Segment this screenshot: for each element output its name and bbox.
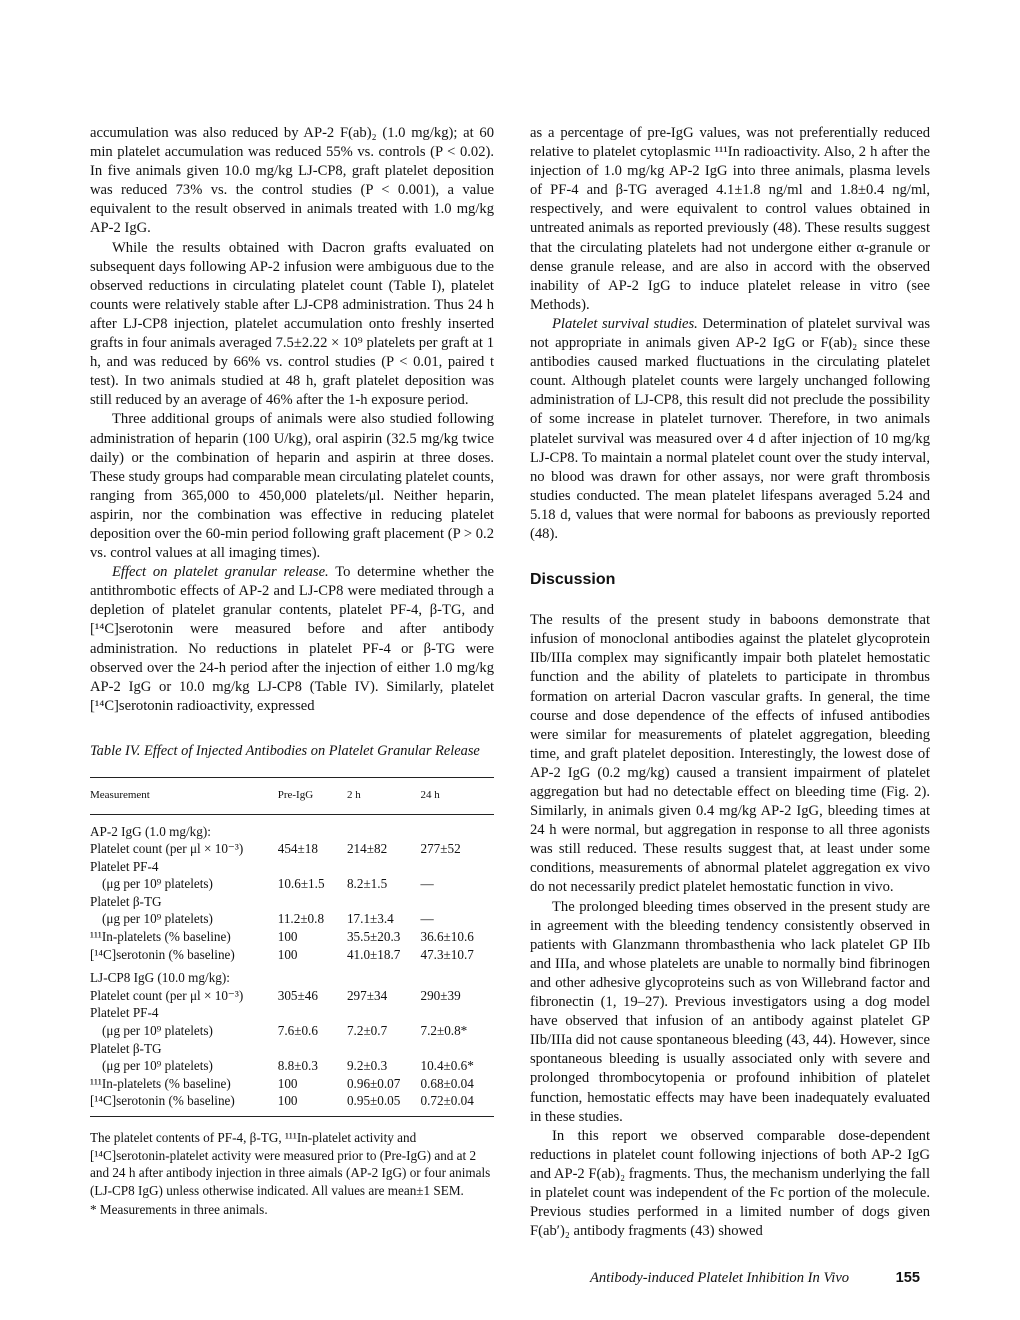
table-cell-value: 10.6±1.5 <box>277 876 325 892</box>
paragraph: While the results obtained with Dacron grafts evaluated on subsequent days following AP-2 infusion were ambiguous due to the observed reductions in circulating platelet count (Table I), platelet counts were relatively stable after LJ-CP8 administration. Thus 24 h after LJ-CP8 injection, platelet accumulation onto freshly inserted grafts in four animals averaged 7.5±2.22 × 10⁹ platelets per graft at 1 h, and was reduced by 66% vs. control studies (P < 0.01, paired t test). In two animals studied at 48 h, graft platelet deposition was still reduced by an average of 46% after the 1-h exposure period. <box>90 239 494 409</box>
table-cell-value: 0.95±0.05 <box>347 1092 421 1116</box>
table-cell-value <box>278 893 347 911</box>
table-cell-value <box>278 858 347 876</box>
table-row <box>90 1040 494 1058</box>
table-cell-value: 9.2±0.3 <box>346 1058 388 1074</box>
table-cell-label: Platelet β-TG <box>90 893 162 909</box>
table-row <box>90 946 494 964</box>
table-cell-label: ¹¹¹In-platelets (% baseline) <box>90 929 231 945</box>
table-cell-value: 10.4±0.6* <box>420 1058 474 1074</box>
table-cell-label: Platelet count (per μl × 10⁻³) <box>90 841 244 857</box>
table-cell-value: 214±82 <box>346 841 388 857</box>
table-row <box>90 1092 494 1116</box>
right-column <box>530 124 930 1241</box>
table-cell-value: 7.6±0.6 <box>277 1023 318 1039</box>
table-cell-value <box>347 814 421 840</box>
table-note: The platelet contents of PF-4, β-TG, ¹¹¹In-platelet activity and [¹⁴C]serotonin-platelet activity were measured prior to (Pre-IgG) and at 2 and 24 h after antibody injection in three aimals (AP-2 IgG) or four animals (LJ-CP8 IgG) unless otherwise indicated. All values are mean±1 SEM. <box>90 1130 491 1198</box>
table-cell-label: (μg per 10⁹ platelets) <box>102 911 213 927</box>
subsection-text: To determine whether the antithrombotic effects of AP-2 and LJ-CP8 were mediated through a depletion of platelet granular contents, platelet PF-4, β-TG, and [¹⁴C]serotonin were measured before and after antibody administration. No reductions in platelet PF-4 or β-TG were observed over the 24-h period after the injection of either 1.0 mg/kg AP-2 IgG or 10.0 mg/kg LJ-CP8 (Table IV). Similarly, platelet [¹⁴C]serotonin radioactivity, expressed <box>90 564 494 714</box>
table-header-row <box>90 777 494 814</box>
table-cell-value: — <box>420 911 434 927</box>
page-footer <box>590 1270 920 1287</box>
table-cell-label: [¹⁴C]serotonin (% baseline) <box>90 946 235 962</box>
table-cell-label: Platelet PF-4 <box>90 858 159 874</box>
table-cell-value: — <box>420 876 434 892</box>
table-cell-value <box>278 1040 347 1058</box>
subsection-title: Platelet survival studies. <box>552 315 698 332</box>
table-header: Measurement <box>90 777 278 814</box>
table-row <box>90 1004 494 1022</box>
table-cell-value: 100 <box>277 1075 298 1091</box>
table-cell-label: (μg per 10⁹ platelets) <box>102 876 213 892</box>
running-head: Antibody-induced Platelet Inhibition In Vivo <box>590 1270 850 1286</box>
table-row <box>90 1057 494 1075</box>
table-row <box>90 875 494 893</box>
section-heading-discussion: Discussion <box>530 571 616 589</box>
table-cell-value <box>420 858 494 876</box>
paragraph: The results of the present study in baboons demonstrate that infusion of monoclonal antibodies against the platelet glycoprotein IIb/IIIa complex may significantly impair both platelet hemostatic function and the ability of platelets to participate in thrombus formation on arterial Dacron vascular grafts. In general, the time course and dose dependence of the effects of infused antibodies were similar for measurements of platelet aggregation, bleeding time, and graft platelet deposition. Interestingly, the lowest dose of AP-2 IgG (0.2 mg/kg) caused a transient impairment of platelet aggregation but had no detectable effect on bleeding time (Fig. 2). Similarly, in animals given 0.4 mg/kg AP-2 IgG, bleeding times at 24 h were normal, but aggregation in response to all three agonists was still reduced. These results suggest that, at least under some conditions, measurements of abnormal platelet aggregation ex vivo do not necessarily predict platelet hemostatic function in vivo. <box>530 612 930 896</box>
table-cell-value <box>347 893 421 911</box>
table-header: 24 h <box>420 777 494 814</box>
table-row <box>90 963 494 987</box>
table-cell-value: 100 <box>277 929 298 945</box>
left-column <box>90 124 494 1219</box>
table-header: 2 h <box>347 777 421 814</box>
table-cell-value <box>420 814 494 840</box>
table-cell-value <box>278 1004 347 1022</box>
table-cell-value <box>420 893 494 911</box>
table-row <box>90 1075 494 1093</box>
table-cell-value <box>278 814 347 840</box>
table-cell-value: 297±34 <box>346 987 388 1003</box>
table-cell-value: 0.68±0.04 <box>420 1075 474 1091</box>
table-cell-value: 41.0±18.7 <box>346 946 401 962</box>
table-cell-value: 454±18 <box>277 841 318 857</box>
table-cell-value <box>278 963 347 987</box>
table-cell-label: Platelet β-TG <box>90 1040 162 1056</box>
table-cell-label: Platelet PF-4 <box>90 1005 159 1021</box>
table-cell-value: 305±46 <box>277 987 318 1003</box>
subsection-text: Determination of platelet survival was not appropriate in animals given AP-2 IgG or F(ab)₂ since these antibodies caused marked fluctuations in the circulating platelet count. Although platelet counts were largely unchanged following administration of LJ-CP8, this result did not preclude the possibility of some increase in platelet turnover. Therefore, in two animals platelet survival was measured over 4 d after injection of 10 mg/kg LJ-CP8. To maintain a normal platelet count over the study interval, no blood was drawn for other assays, nor were graft thrombosis studies conducted. The mean platelet lifespans averaged 5.24 and 5.18 d, values that were normal for baboons as previously reported (48). <box>530 315 931 542</box>
table-cell-value: 36.6±10.6 <box>420 929 474 945</box>
table-cell-label: (μg per 10⁹ platelets) <box>102 1058 213 1074</box>
table-row <box>90 893 494 911</box>
paragraph: In this report we observed comparable dose-dependent reductions in platelet count following injections of both AP-2 IgG and AP-2 F(ab)₂ fragments. Thus, the mechanism underlying the fall in platelet count was independent of the Fc portion of the molecule. Previous studies performed in a limited number of dogs given F(ab′)₂ antibody fragments (43) showed <box>530 1127 930 1240</box>
table-header: Pre-IgG <box>278 777 347 814</box>
table-cell-value: 100 <box>277 946 298 962</box>
table-cell-label: LJ-CP8 IgG (10.0 mg/kg): <box>90 970 230 986</box>
table-row <box>90 928 494 946</box>
table-cell-value <box>347 1040 421 1058</box>
table-cell-value: 100 <box>278 1092 347 1116</box>
paragraph: The prolonged bleeding times observed in the present study are in agreement with the bleeding tendency consistently observed in patients with Glanzmann thrombasthenia who lack platelet GP IIb and IIIa, and whose platelets are unable to normally bind fibrinogen and other adhesive glycoproteins such as von Willebrand factor and fibronectin (1, 19–27). Previous investigators using a dog model have observed that infusion of an antibody against platelet GP IIb/IIIa did not cause spontaneous bleeding (43, 44). However, since spontaneous bleeding is usually associated only with severe and prolonged thrombocytopenia or profound inhibition of platelet function, hemostatic effects may have been inadequately evaluated in these studies. <box>530 898 930 1125</box>
table-cell-value <box>420 1040 494 1058</box>
paragraph: Three additional groups of animals were also studied following administration of heparin (100 U/kg), oral aspirin (32.5 mg/kg twice daily) or the combination of heparin and aspirin at three doses. These study groups had comparable mean circulating platelet counts, ranging from 365,000 to 450,000 platelets/μl. Neither heparin, aspirin, nor the combination was effective in reducing platelet deposition over the 60-min period following graft placement (P > 0.2 vs. control values at all imaging times). <box>90 411 494 562</box>
paragraph: accumulation was also reduced by AP-2 F(ab)₂ (1.0 mg/kg); at 60 min platelet accumulation was reduced 55% vs. controls (P < 0.02). In five animals given 10.0 mg/kg LJ-CP8, graft platelet deposition was reduced 73% vs. the control studies (P < 0.001), a value equivalent to the result observed in animals treated with 1.0 mg/kg AP-2 IgG. <box>90 125 494 237</box>
subsection-title: Effect on platelet granular release. <box>112 564 329 581</box>
table-cell-value: 290±39 <box>420 987 461 1003</box>
table-cell-label: [¹⁴C]serotonin (% baseline) <box>90 1092 278 1116</box>
table-iv <box>90 777 494 1117</box>
table-cell-value: 47.3±10.7 <box>420 946 474 962</box>
page-number: 155 <box>895 1270 920 1286</box>
table-row <box>90 814 494 840</box>
table-cell-value <box>420 963 494 987</box>
table-caption: Table IV. Effect of Injected Antibodies on Platelet Granular Release <box>90 742 480 759</box>
table-cell-value: 7.2±0.8* <box>420 1023 468 1039</box>
paragraph-platelet-survival <box>530 315 930 544</box>
table-row <box>90 858 494 876</box>
table-row <box>90 910 494 928</box>
paragraph-granular-release <box>90 563 494 716</box>
table-row <box>90 1022 494 1040</box>
table-cell-value <box>347 1004 421 1022</box>
table-cell-label: Platelet count (per μl × 10⁻³) <box>90 987 244 1003</box>
table-cell-value: 0.72±0.04 <box>420 1092 494 1116</box>
table-cell-value <box>420 1004 494 1022</box>
table-cell-value <box>347 963 421 987</box>
table-cell-value: 277±52 <box>420 841 461 857</box>
table-cell-value: 0.96±0.07 <box>346 1075 401 1091</box>
table-cell-label: AP-2 IgG (1.0 mg/kg): <box>90 823 211 839</box>
table-cell-value: 8.8±0.3 <box>277 1058 318 1074</box>
table-cell-label: (μg per 10⁹ platelets) <box>102 1023 213 1039</box>
table-row <box>90 987 494 1005</box>
table-cell-value: 11.2±0.8 <box>277 911 325 927</box>
table-cell-value: 17.1±3.4 <box>346 911 394 927</box>
table-cell-value: 7.2±0.7 <box>346 1023 388 1039</box>
table-footnote: * Measurements in three animals. <box>90 1202 268 1218</box>
paragraph: as a percentage of pre-IgG values, was not preferentially reduced relative to platelet cytoplasmic ¹¹¹In radioactivity. Also, 2 h after the injection of 1.0 mg/kg AP-2 IgG into three animals, plasma levels of PF-4 and β-TG averaged 4.1±1.8 ng/ml and 1.8±0.4 ng/ml, respectively, and were equivalent to control values obtained in untreated animals as reported previously (48). These results suggest that the circulating platelets had not undergone either α-granule or dense granule release, and are also in accord with the observed inability of AP-2 IgG to induce platelet release in vitro (see Methods). <box>530 125 930 313</box>
table-cell-value <box>347 858 421 876</box>
table-cell-value: 35.5±20.3 <box>346 929 401 945</box>
table-cell-label: ¹¹¹In-platelets (% baseline) <box>90 1075 231 1091</box>
table-row <box>90 840 494 858</box>
table-cell-value: 8.2±1.5 <box>346 876 388 892</box>
